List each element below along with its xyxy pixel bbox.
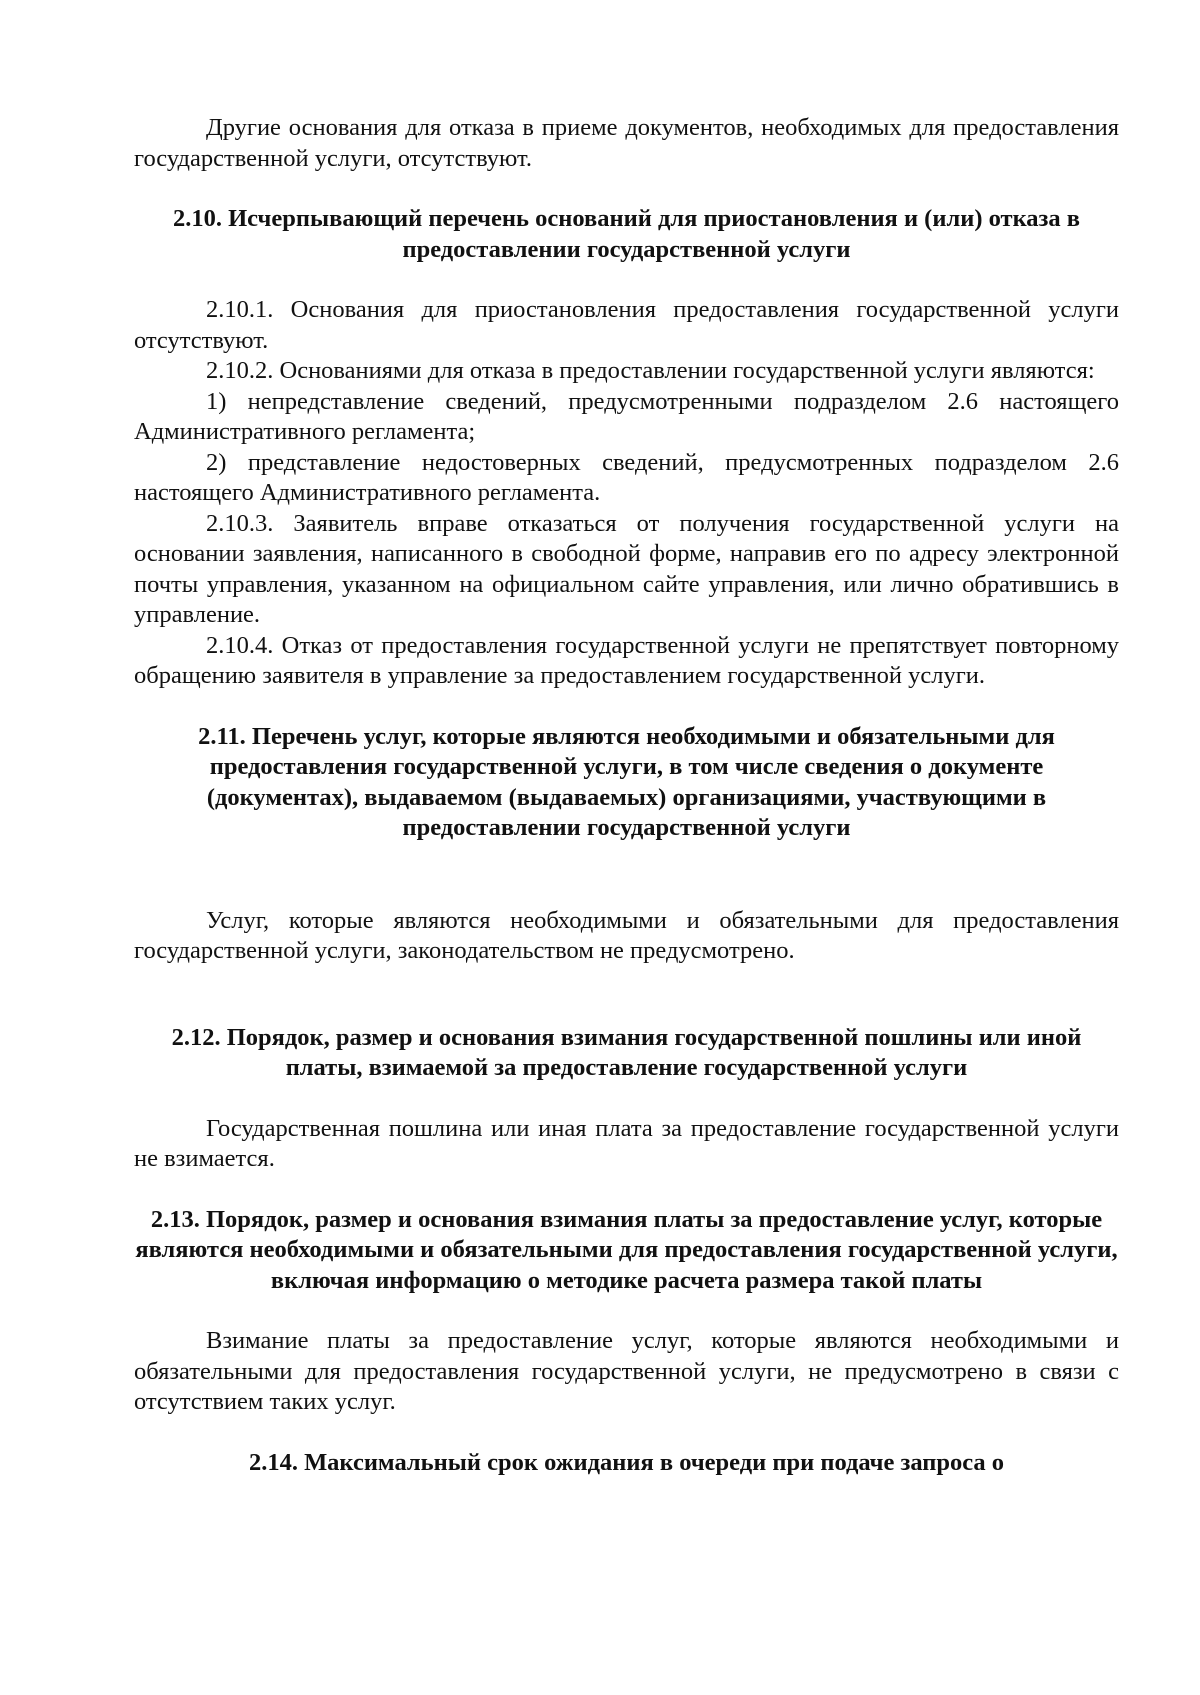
paragraph-2-13: Взимание платы за предоставление услуг, которые являются необходимыми и обязательными для предоставления государственной услуги, не предусмотрено в связи с отсутствием таких услуг. — [134, 1327, 1119, 1415]
spacer — [134, 265, 1119, 295]
paragraph-2-10-2-item-1: 1) непредставление сведений, предусмотренными подразделом 2.6 настоящего Административного регламента; — [134, 387, 1119, 445]
spacer — [134, 1296, 1119, 1326]
spacer — [134, 1084, 1119, 1114]
paragraph-2-10-2-item-2: 2) представление недостоверных сведений, предусмотренных подразделом 2.6 настоящего Административного регламента. — [134, 448, 1119, 506]
spacer — [134, 1175, 1119, 1205]
heading-2-12: 2.12. Порядок, размер и основания взимания государственной пошлины или иной платы, взимаемой за предоставление государственной услуги — [171, 1023, 1082, 1081]
heading-2-13: 2.13. Порядок, размер и основания взимания платы за предоставление услуг, которые являются необходимыми и обязательными для предоставления государственной услуги, включая информацию о методике расчета размера такой платы — [135, 1205, 1118, 1294]
heading-2-14: 2.14. Максимальный срок ожидания в очереди при подаче запроса о — [248, 1448, 1005, 1476]
paragraph-2-10-1: 2.10.1. Основания для приостановления предоставления государственной услуги отсутствуют. — [134, 296, 1119, 354]
spacer — [134, 692, 1119, 722]
document-page — [134, 113, 1119, 1478]
heading-2-11: 2.11. Перечень услуг, которые являются необходимыми и обязательными для предоставления государственной услуги, в том числе сведения о документе (документах), выдаваемом (выдаваемых) организациями, участвующими в предоставлении государственной услуги — [198, 722, 1055, 841]
paragraph-other-grounds: Другие основания для отказа в приеме документов, необходимых для предоставления государственной услуги, отсутствуют. — [134, 114, 1119, 172]
spacer — [134, 967, 1119, 1023]
paragraph-2-10-3: 2.10.3. Заявитель вправе отказаться от получения государственной услуги на основании заявления, написанного в свободной форме, направив его по адресу электронной почты управления, указанном на официальном сайте управления, или лично обратившись в управление. — [134, 509, 1119, 628]
spacer — [134, 844, 1119, 906]
spacer — [134, 174, 1119, 204]
spacer — [134, 1418, 1119, 1448]
heading-2-10: 2.10. Исчерпывающий перечень оснований для приостановления и (или) отказа в предоставлении государственной услуги — [172, 205, 1081, 263]
paragraph-2-10-4: 2.10.4. Отказ от предоставления государственной услуги не препятствует повторному обращению заявителя в управление за предоставлением государственной услуги. — [134, 631, 1119, 689]
paragraph-2-11: Услуг, которые являются необходимыми и обязательными для предоставления государственной услуги, законодательством не предусмотрено. — [134, 906, 1119, 964]
paragraph-2-10-2: 2.10.2. Основаниями для отказа в предоставлении государственной услуги являются: — [206, 357, 1095, 384]
paragraph-2-12: Государственная пошлина или иная плата за предоставление государственной услуги не взимается. — [134, 1114, 1119, 1172]
